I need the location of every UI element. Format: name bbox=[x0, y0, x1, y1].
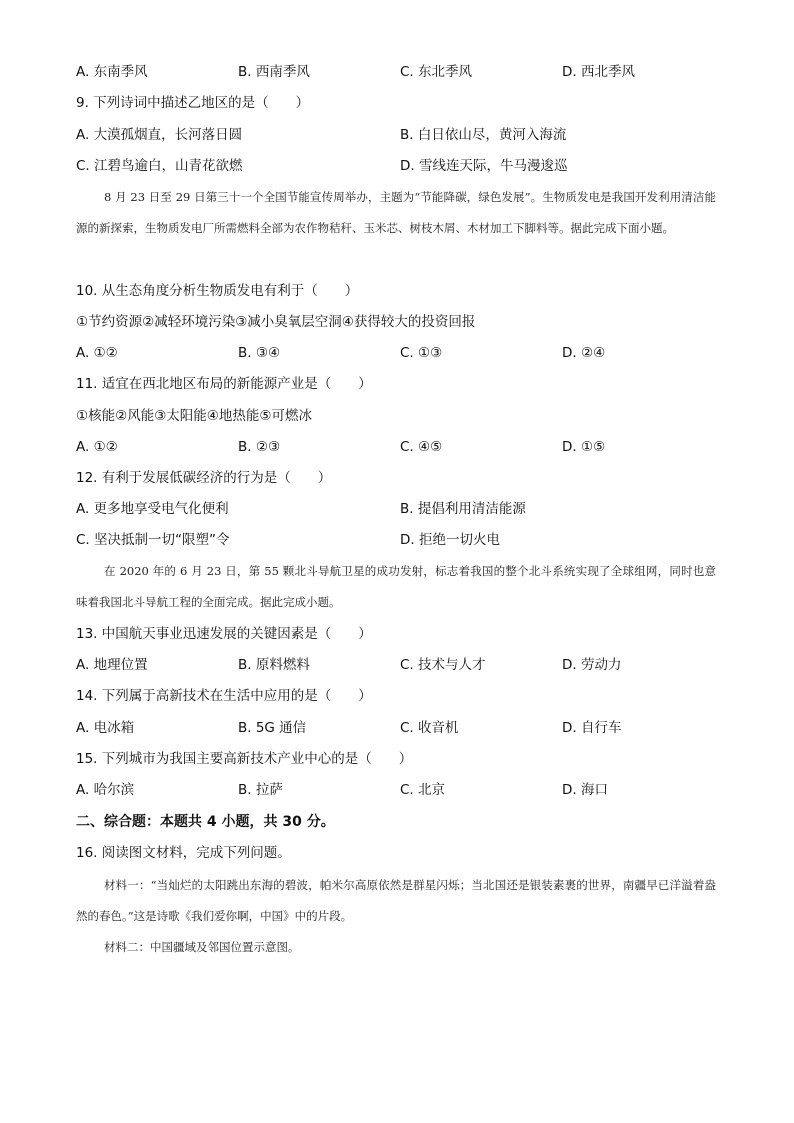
q11-options bbox=[76, 437, 736, 457]
q12-options-row1 bbox=[76, 499, 736, 519]
q12-stem: 12. 有利于发展低碳经济的行为是（ ） bbox=[76, 470, 332, 486]
q13-option-a: A. 地理位置 bbox=[76, 657, 148, 673]
q8-option-d: D. 西北季风 bbox=[562, 64, 635, 80]
q10-options bbox=[76, 343, 736, 363]
q9-options-row2 bbox=[76, 156, 736, 176]
q8-option-c: C. 东北季风 bbox=[400, 64, 473, 80]
q15-option-b: B. 拉萨 bbox=[238, 782, 283, 798]
q9-stem: 9. 下列诗词中描述乙地区的是（ ） bbox=[76, 95, 310, 111]
q10-option-b: B. ③④ bbox=[238, 345, 281, 361]
q16-material-2: 材料二：中国疆域及邻国位置示意图。 bbox=[104, 940, 300, 954]
q14-option-d: D. 自行车 bbox=[562, 720, 622, 736]
q14-option-b: B. 5G 通信 bbox=[238, 720, 307, 736]
q11-stem: 11. 适宜在西北地区布局的新能源产业是（ ） bbox=[76, 376, 372, 392]
q15-option-c: C. 北京 bbox=[400, 782, 446, 798]
q10-items: ①节约资源②减轻环境污染③减小臭氧层空洞④获得较大的投资回报 bbox=[76, 314, 476, 330]
q9-options-row1 bbox=[76, 125, 736, 145]
q14-stem: 14. 下列属于高新技术在生活中应用的是（ ） bbox=[76, 688, 372, 704]
q9-option-b: B. 白日依山尽，黄河入海流 bbox=[400, 127, 567, 143]
q9-option-a: A. 大漠孤烟直，长河落日圆 bbox=[76, 127, 243, 143]
q9-option-d: D. 雪线连天际，牛马漫逡巡 bbox=[400, 158, 568, 174]
q16-stem: 16. 阅读图文材料，完成下列问题。 bbox=[76, 845, 291, 861]
section-heading: 二、综合题：本题共 4 小题，共 30 分。 bbox=[76, 814, 335, 830]
material-paragraph-1: 8 月 23 日至 29 日第三十一个全国节能宣传周举办，主题为“节能降碳，绿色发展”。生物质发电是我国开发利用清洁能源的新探索，生物质发电厂所需燃料全部为农作物秸秆、玉米芯、树枝木屑、木材加工下脚料等。据此完成下面小题。 bbox=[76, 190, 716, 235]
q12-option-a: A. 更多地享受电气化便利 bbox=[76, 501, 229, 517]
q14-option-a: A. 电冰箱 bbox=[76, 720, 135, 736]
q11-option-d: D. ①⑤ bbox=[562, 439, 606, 455]
q15-option-a: A. 哈尔滨 bbox=[76, 782, 135, 798]
q12-option-c: C. 坚决抵制一切“限塑”令 bbox=[76, 532, 230, 548]
q13-options bbox=[76, 655, 736, 675]
q15-option-d: D. 海口 bbox=[562, 782, 608, 798]
q8-option-b: B. 西南季风 bbox=[238, 64, 310, 80]
q10-option-d: D. ②④ bbox=[562, 345, 606, 361]
q10-option-a: A. ①② bbox=[76, 345, 118, 361]
q13-option-b: B. 原料燃料 bbox=[238, 657, 310, 673]
q14-option-c: C. 收音机 bbox=[400, 720, 459, 736]
material-paragraph-2: 在 2020 年的 6 月 23 日，第 55 颗北斗导航卫星的成功发射，标志着我国的整个北斗系统实现了全球组网，同时也意味着我国北斗导航工程的全面完成。据此完成小题。 bbox=[76, 564, 716, 609]
q11-option-c: C. ④⑤ bbox=[400, 439, 443, 455]
q14-options bbox=[76, 718, 736, 738]
q9-option-c: C. 江碧鸟逾白，山青花欲燃 bbox=[76, 158, 243, 174]
q11-items: ①核能②风能③太阳能④地热能⑤可燃冰 bbox=[76, 408, 313, 424]
q13-option-d: D. 劳动力 bbox=[562, 657, 622, 673]
q11-option-b: B. ②③ bbox=[238, 439, 281, 455]
q15-options bbox=[76, 780, 736, 800]
q8-option-a: A. 东南季风 bbox=[76, 64, 148, 80]
q16-material-1: 材料一：“当灿烂的太阳跳出东海的碧波，帕米尔高原依然是群星闪烁；当北国还是银装素裹的世界，南疆早已洋溢着盎然的春色。”这是诗歌《我们爱你啊，中国》中的片段。 bbox=[76, 878, 716, 923]
q10-option-c: C. ①③ bbox=[400, 345, 443, 361]
q13-stem: 13. 中国航天事业迅速发展的关键因素是（ ） bbox=[76, 626, 372, 642]
q10-stem: 10. 从生态角度分析生物质发电有利于（ ） bbox=[76, 283, 359, 299]
q8-options bbox=[76, 62, 736, 82]
q15-stem: 15. 下列城市为我国主要高新技术产业中心的是（ ） bbox=[76, 751, 413, 767]
q12-option-b: B. 提倡利用清洁能源 bbox=[400, 501, 526, 517]
q11-option-a: A. ①② bbox=[76, 439, 118, 455]
q12-option-d: D. 拒绝一切火电 bbox=[400, 532, 500, 548]
q12-options-row2 bbox=[76, 530, 736, 550]
q13-option-c: C. 技术与人才 bbox=[400, 657, 486, 673]
